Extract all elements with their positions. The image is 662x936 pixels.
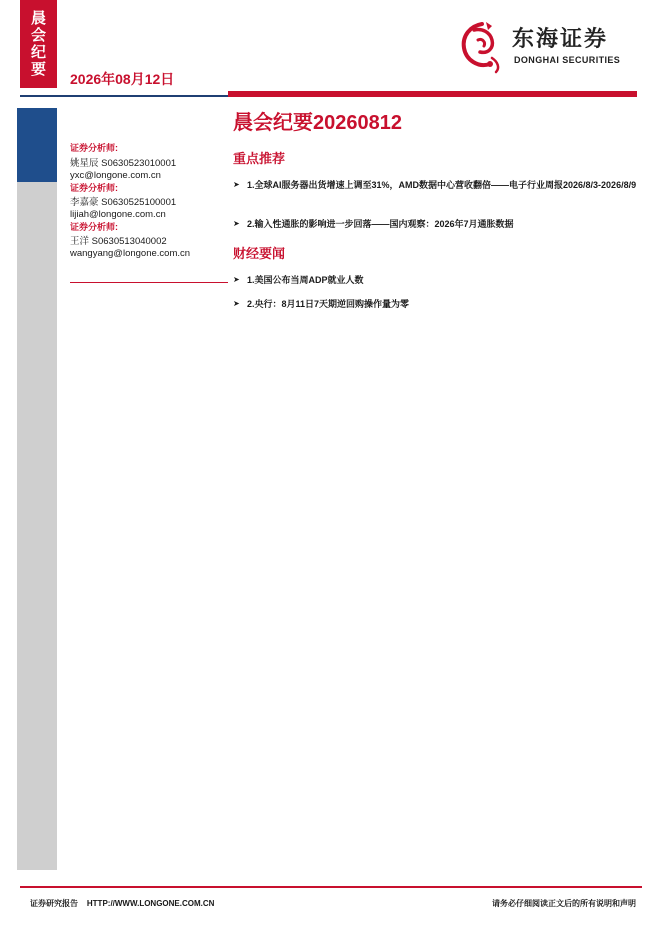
header-divider-red (228, 91, 637, 97)
report-date: 2026年08月12日 (70, 71, 175, 87)
section-title-key: 重点推荐 (233, 151, 286, 166)
tag-char: 会 (30, 27, 46, 44)
logo-chinese-name: 东海证券 (512, 27, 609, 52)
analyst-entry (70, 182, 228, 221)
section-title-news: 财经要闻 (233, 246, 286, 261)
bullet-arrow-icon: ➤ (233, 299, 240, 308)
tag-char: 纪 (30, 44, 46, 61)
analyst-name-id: 李嘉豪 S0630525100001 (70, 197, 177, 208)
bullet-arrow-icon: ➤ (233, 275, 240, 284)
bullet-arrow-icon: ➤ (233, 180, 240, 189)
company-logo (452, 18, 642, 74)
analyst-email[interactable]: wangyang@longone.com.cn (70, 248, 191, 259)
analyst-name-id: 王洋 S0630513040002 (70, 236, 167, 247)
analyst-label: 证券分析师: (70, 183, 118, 193)
page-title: 晨会纪要20260812 (233, 112, 402, 134)
key-item-text[interactable]: 1.全球AI服务器出货增速上调至31%，AMD数据中心营收翻倍——电子行业周报2026/8/3-2026/8/9 (247, 180, 637, 190)
report-type-tag (20, 0, 57, 88)
sidebar-panel-gray (17, 182, 57, 870)
analyst-label: 证券分析师: (70, 222, 118, 232)
footer-divider (20, 886, 642, 888)
dragon-logo-icon (452, 18, 508, 74)
tag-char: 晨 (30, 10, 46, 27)
key-item-text[interactable]: 2.输入性通胀的影响进一步回落——国内观察：2026年7月通胀数据 (247, 219, 514, 229)
key-item[interactable] (233, 217, 637, 231)
tag-char: 要 (30, 61, 46, 78)
news-item[interactable] (233, 297, 637, 311)
bullet-arrow-icon: ➤ (233, 219, 240, 228)
analyst-label: 证券分析师: (70, 143, 118, 153)
analyst-entry (70, 142, 228, 182)
sidebar-accent-blue (17, 108, 57, 182)
analyst-name-id: 姚星辰 S0630523010001 (70, 158, 177, 169)
analyst-email[interactable]: yxc@longone.com.cn (70, 170, 161, 181)
news-item-text[interactable]: 1.美国公布当周ADP就业人数 (247, 275, 364, 285)
key-item[interactable] (233, 178, 637, 192)
analyst-email[interactable]: lijiah@longone.com.cn (70, 209, 166, 220)
analyst-entry (70, 221, 228, 260)
logo-english-name: DONGHAI SECURITIES (514, 55, 621, 65)
analyst-list (70, 142, 228, 260)
footer-left-text: 证券研究报告 HTTP://WWW.LONGONE.COM.CN (30, 899, 215, 908)
analyst-divider (70, 282, 228, 283)
news-item[interactable] (233, 273, 637, 287)
footer-disclaimer: 请务必仔细阅读正文后的所有说明和声明 (492, 899, 636, 908)
news-item-text[interactable]: 2.央行：8月11日7天期逆回购操作量为零 (247, 299, 410, 309)
